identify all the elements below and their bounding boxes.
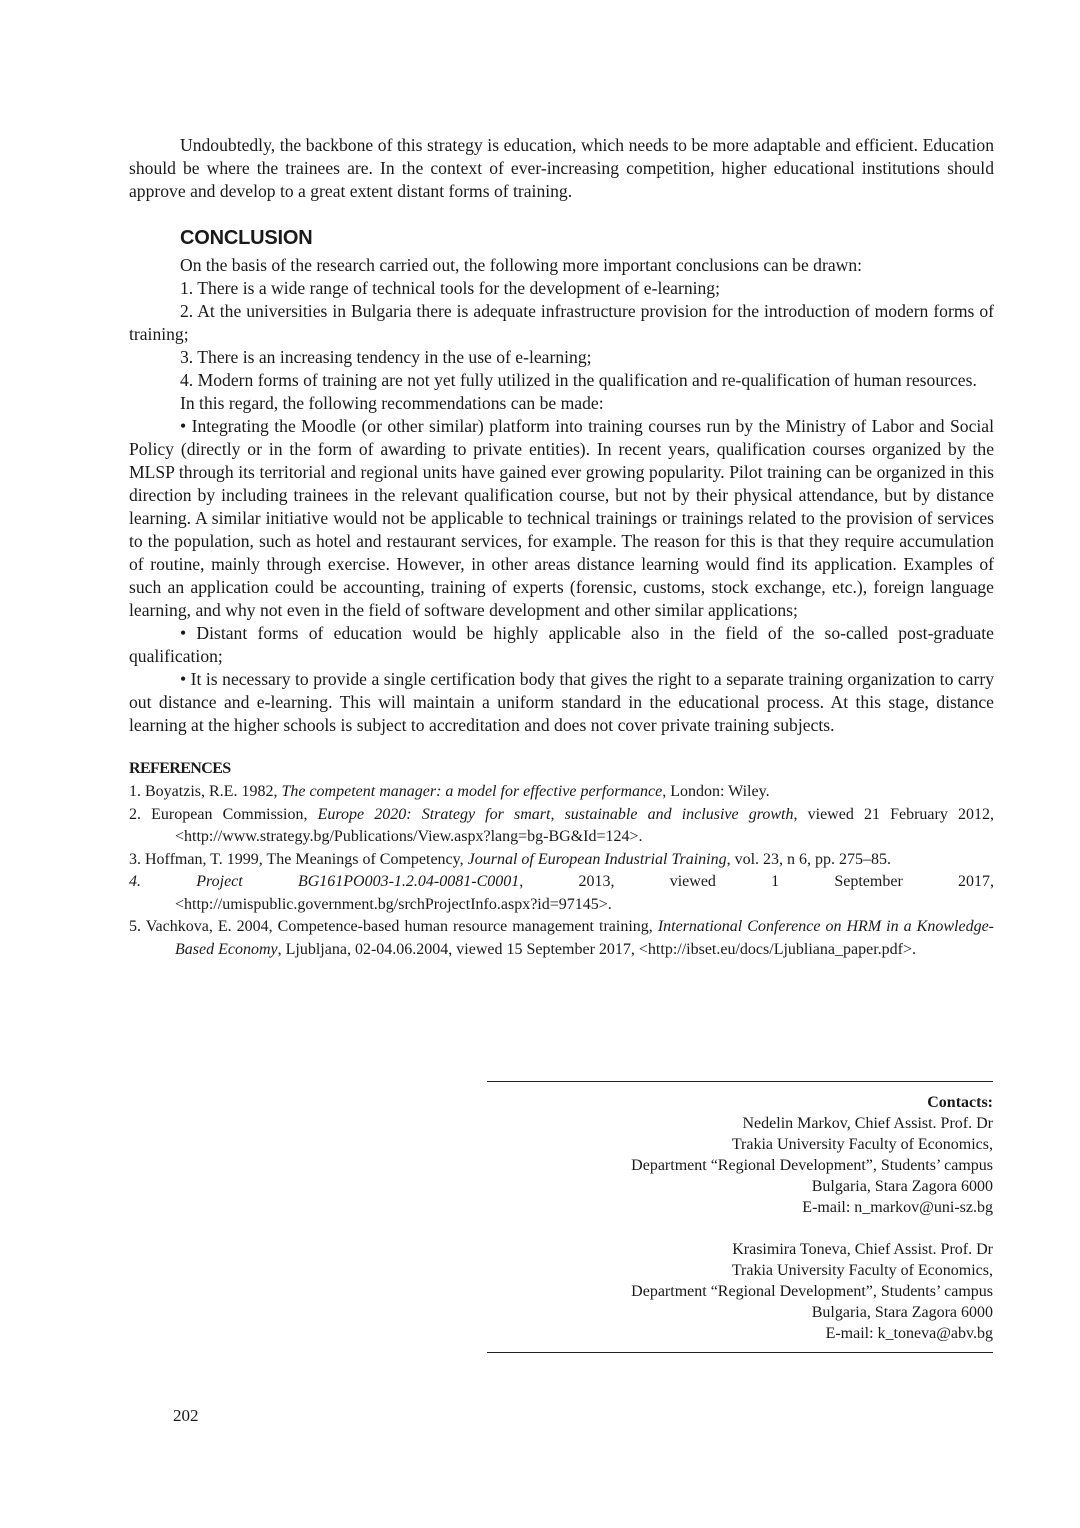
conclusion-point: 2. At the universities in Bulgaria there is adequate infrastructure provision for the introduction of modern forms of training; bbox=[129, 301, 994, 344]
intro-paragraph: Undoubtedly, the backbone of this strategy is education, which needs to be more adaptable and efficient. Education should be where the trainees are. In the context of ever-increasing competition, higher educational institutions should approve and develop to a great extent distant forms of training. bbox=[129, 135, 994, 201]
conclusion-point: 4. Modern forms of training are not yet fully utilized in the qualification and re-qualification of human resources. bbox=[180, 370, 977, 390]
conclusion-lead: On the basis of the research carried out, the following more important conclusions can be drawn: bbox=[180, 255, 863, 275]
author-department: Department “Regional Development”, Students’ campus bbox=[631, 1283, 993, 1300]
reference-item: 1. Boyatzis, R.E. 1982, The competent manager: a model for effective performance, London: Wiley. bbox=[129, 783, 770, 800]
reference-title: Europe 2020: Strategy for smart, sustainable and inclusive growth bbox=[317, 805, 794, 823]
author-name: Krasimira Toneva, Chief Assist. Prof. Dr bbox=[732, 1241, 993, 1258]
conclusion-point: 3. There is an increasing tendency in the use of e-learning; bbox=[180, 347, 592, 367]
reference-item: 3. Hoffman, T. 1999, The Meanings of Competency, Journal of European Industrial Training, vol. 23, n 6, pp. 275–85. bbox=[129, 850, 892, 868]
author-email: E-mail: k_toneva@abv.bg bbox=[825, 1325, 993, 1342]
recommendations-lead: In this regard, the following recommendations can be made: bbox=[180, 393, 604, 413]
author-email: E-mail: n_markov@uni-sz.bg bbox=[802, 1199, 993, 1216]
reference-title: The competent manager: a model for effective performance bbox=[281, 783, 663, 800]
reference-item: 2. European Commission, Europe 2020: Strategy for smart, sustainable and inclusive growth, viewed 21 February 2012, <http://www.strategy.bg/Publications/View.aspx?lang=bg-BG&Id=124>. bbox=[129, 805, 994, 845]
recommendation-item: • Integrating the Moodle (or other similar) platform into training courses run by the Ministry of Labor and Social Policy (directly or in the form of awarding to private entities). In recent years, qualification courses organized by the MLSP through its territorial and regional units have gained ever growing popularity. Pilot training can be organized in this direction by including trainees in the relevant qualification course, but not by their physical attendance, but by distance learning. A similar initiative would not be applicable to technical trainings or trainings related to the provision of services to the population, such as hotel and restaurant services, for example. The reason for this is that they require accumulation of routine, mainly through exercise. However, in other areas distance learning would find its application. Examples of such an application could be accounting, training of experts (forensic, customs, stock exchange, etc.), foreign language learning, and why not even in the field of software development and other similar applications; bbox=[129, 416, 994, 620]
conclusion-heading: CONCLUSION bbox=[180, 227, 313, 249]
references-list bbox=[129, 781, 994, 961]
reference-item: 5. Vachkova, E. 2004, Competence-based human resource management training, International Conference on HRM in a Knowledge-Based Economy, Ljubljana, 02-04.06.2004, viewed 15 September 2017, <http://ibset.eu/docs/Ljubliana_paper.pdf>. bbox=[129, 918, 995, 958]
page-number: 202 bbox=[173, 1406, 199, 1425]
recommendation-item: • It is necessary to provide a single certification body that gives the right to a separate training organization to carry out distance and e-learning. This will maintain a uniform standard in the educational process. At this stage, distance learning at the higher schools is subject to accreditation and does not cover private training subjects. bbox=[129, 669, 994, 735]
recommendation-item: • Distant forms of education would be highly applicable also in the field of the so-called post-graduate qualification; bbox=[129, 623, 994, 666]
conclusion-point: 1. There is a wide range of technical tools for the development of e-learning; bbox=[180, 278, 720, 298]
reference-title: International Conference on HRM in a Knowledge-Based Economy bbox=[175, 918, 995, 958]
reference-title: 4. Project BG161PO003-1.2.04-0081-C0001 bbox=[129, 873, 520, 890]
reference-title: Journal of European Industrial Training bbox=[467, 850, 727, 868]
author-name: Nedelin Markov, Chief Assist. Prof. Dr bbox=[742, 1115, 993, 1132]
author-address: Bulgaria, Stara Zagora 6000 bbox=[811, 1178, 993, 1195]
contacts-block bbox=[487, 1081, 993, 1353]
page-body bbox=[129, 134, 994, 961]
contacts-heading: Contacts: bbox=[927, 1094, 993, 1111]
author-faculty: Trakia University Faculty of Economics, bbox=[731, 1136, 993, 1153]
author-faculty: Trakia University Faculty of Economics, bbox=[731, 1262, 993, 1279]
reference-item: 4. Project BG161PO003-1.2.04-0081-C0001, 2013, viewed 1 September 2017, <http://umispublic.government.bg/srchProjectInfo.aspx?id=97145>. bbox=[129, 873, 995, 913]
references-heading: REFERENCES bbox=[129, 760, 231, 777]
author-department: Department “Regional Development”, Students’ campus bbox=[631, 1157, 993, 1174]
author-address: Bulgaria, Stara Zagora 6000 bbox=[811, 1304, 993, 1321]
